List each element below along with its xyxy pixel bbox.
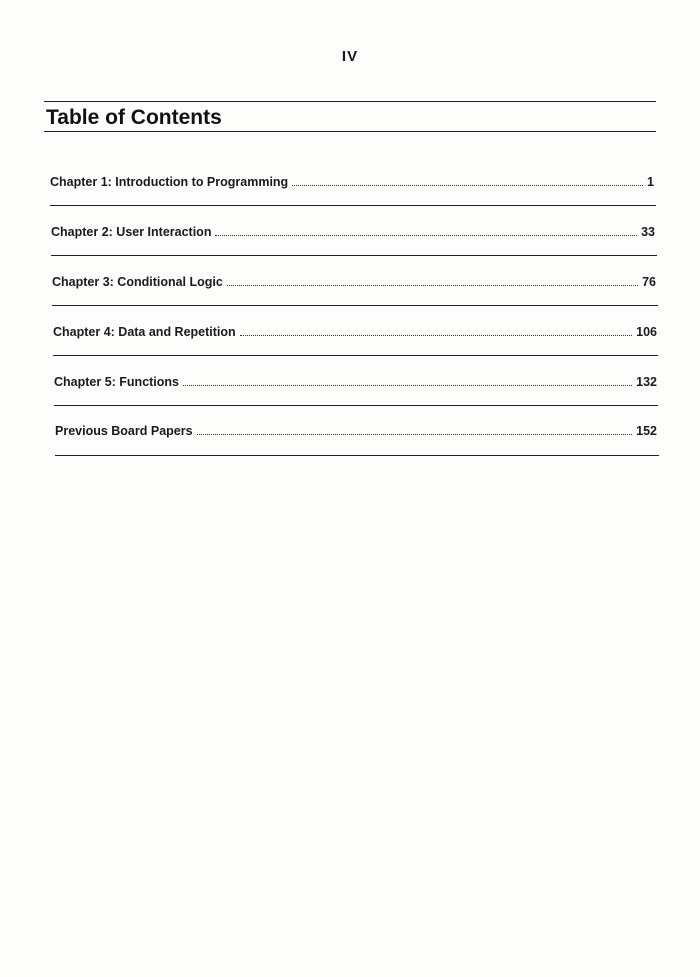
entry-divider	[53, 355, 658, 356]
dot-leader	[292, 185, 643, 186]
toc-entry-page: 152	[636, 424, 657, 438]
entry-divider	[51, 255, 657, 256]
toc-entry-title: Chapter 3: Conditional Logic	[52, 275, 223, 289]
dot-leader	[240, 335, 632, 336]
toc-entry-title: Chapter 2: User Interaction	[51, 225, 212, 239]
dot-leader	[227, 285, 638, 286]
entry-divider	[50, 205, 656, 206]
toc-entry-chapter-1	[50, 175, 654, 189]
toc-entry-chapter-5	[54, 375, 657, 389]
toc-entry-page: 106	[636, 325, 657, 339]
toc-heading: Table of Contents	[46, 106, 222, 129]
toc-entry-title: Chapter 1: Introduction to Programming	[50, 175, 289, 189]
toc-entry-title: Chapter 4: Data and Repetition	[53, 325, 236, 339]
toc-entry-page: 76	[642, 275, 656, 289]
entry-divider	[52, 305, 658, 306]
dot-leader	[183, 385, 632, 386]
entry-divider	[55, 455, 659, 456]
top-rule	[44, 101, 656, 102]
dot-leader	[215, 235, 637, 236]
toc-entry-page: 1	[647, 175, 654, 189]
entry-divider	[54, 405, 658, 406]
toc-entry-page: 132	[636, 375, 657, 389]
toc-entry-page: 33	[641, 225, 655, 239]
dot-leader	[197, 434, 633, 435]
page-number: IV	[341, 48, 359, 65]
toc-entry-title: Previous Board Papers	[55, 424, 193, 438]
toc-entry-chapter-3	[52, 275, 656, 289]
toc-entry-board-papers	[55, 424, 657, 438]
toc-entry-title: Chapter 5: Functions	[54, 375, 180, 389]
toc-entry-chapter-4	[53, 325, 657, 339]
toc-entry-chapter-2	[51, 225, 655, 239]
heading-underline	[44, 131, 656, 132]
